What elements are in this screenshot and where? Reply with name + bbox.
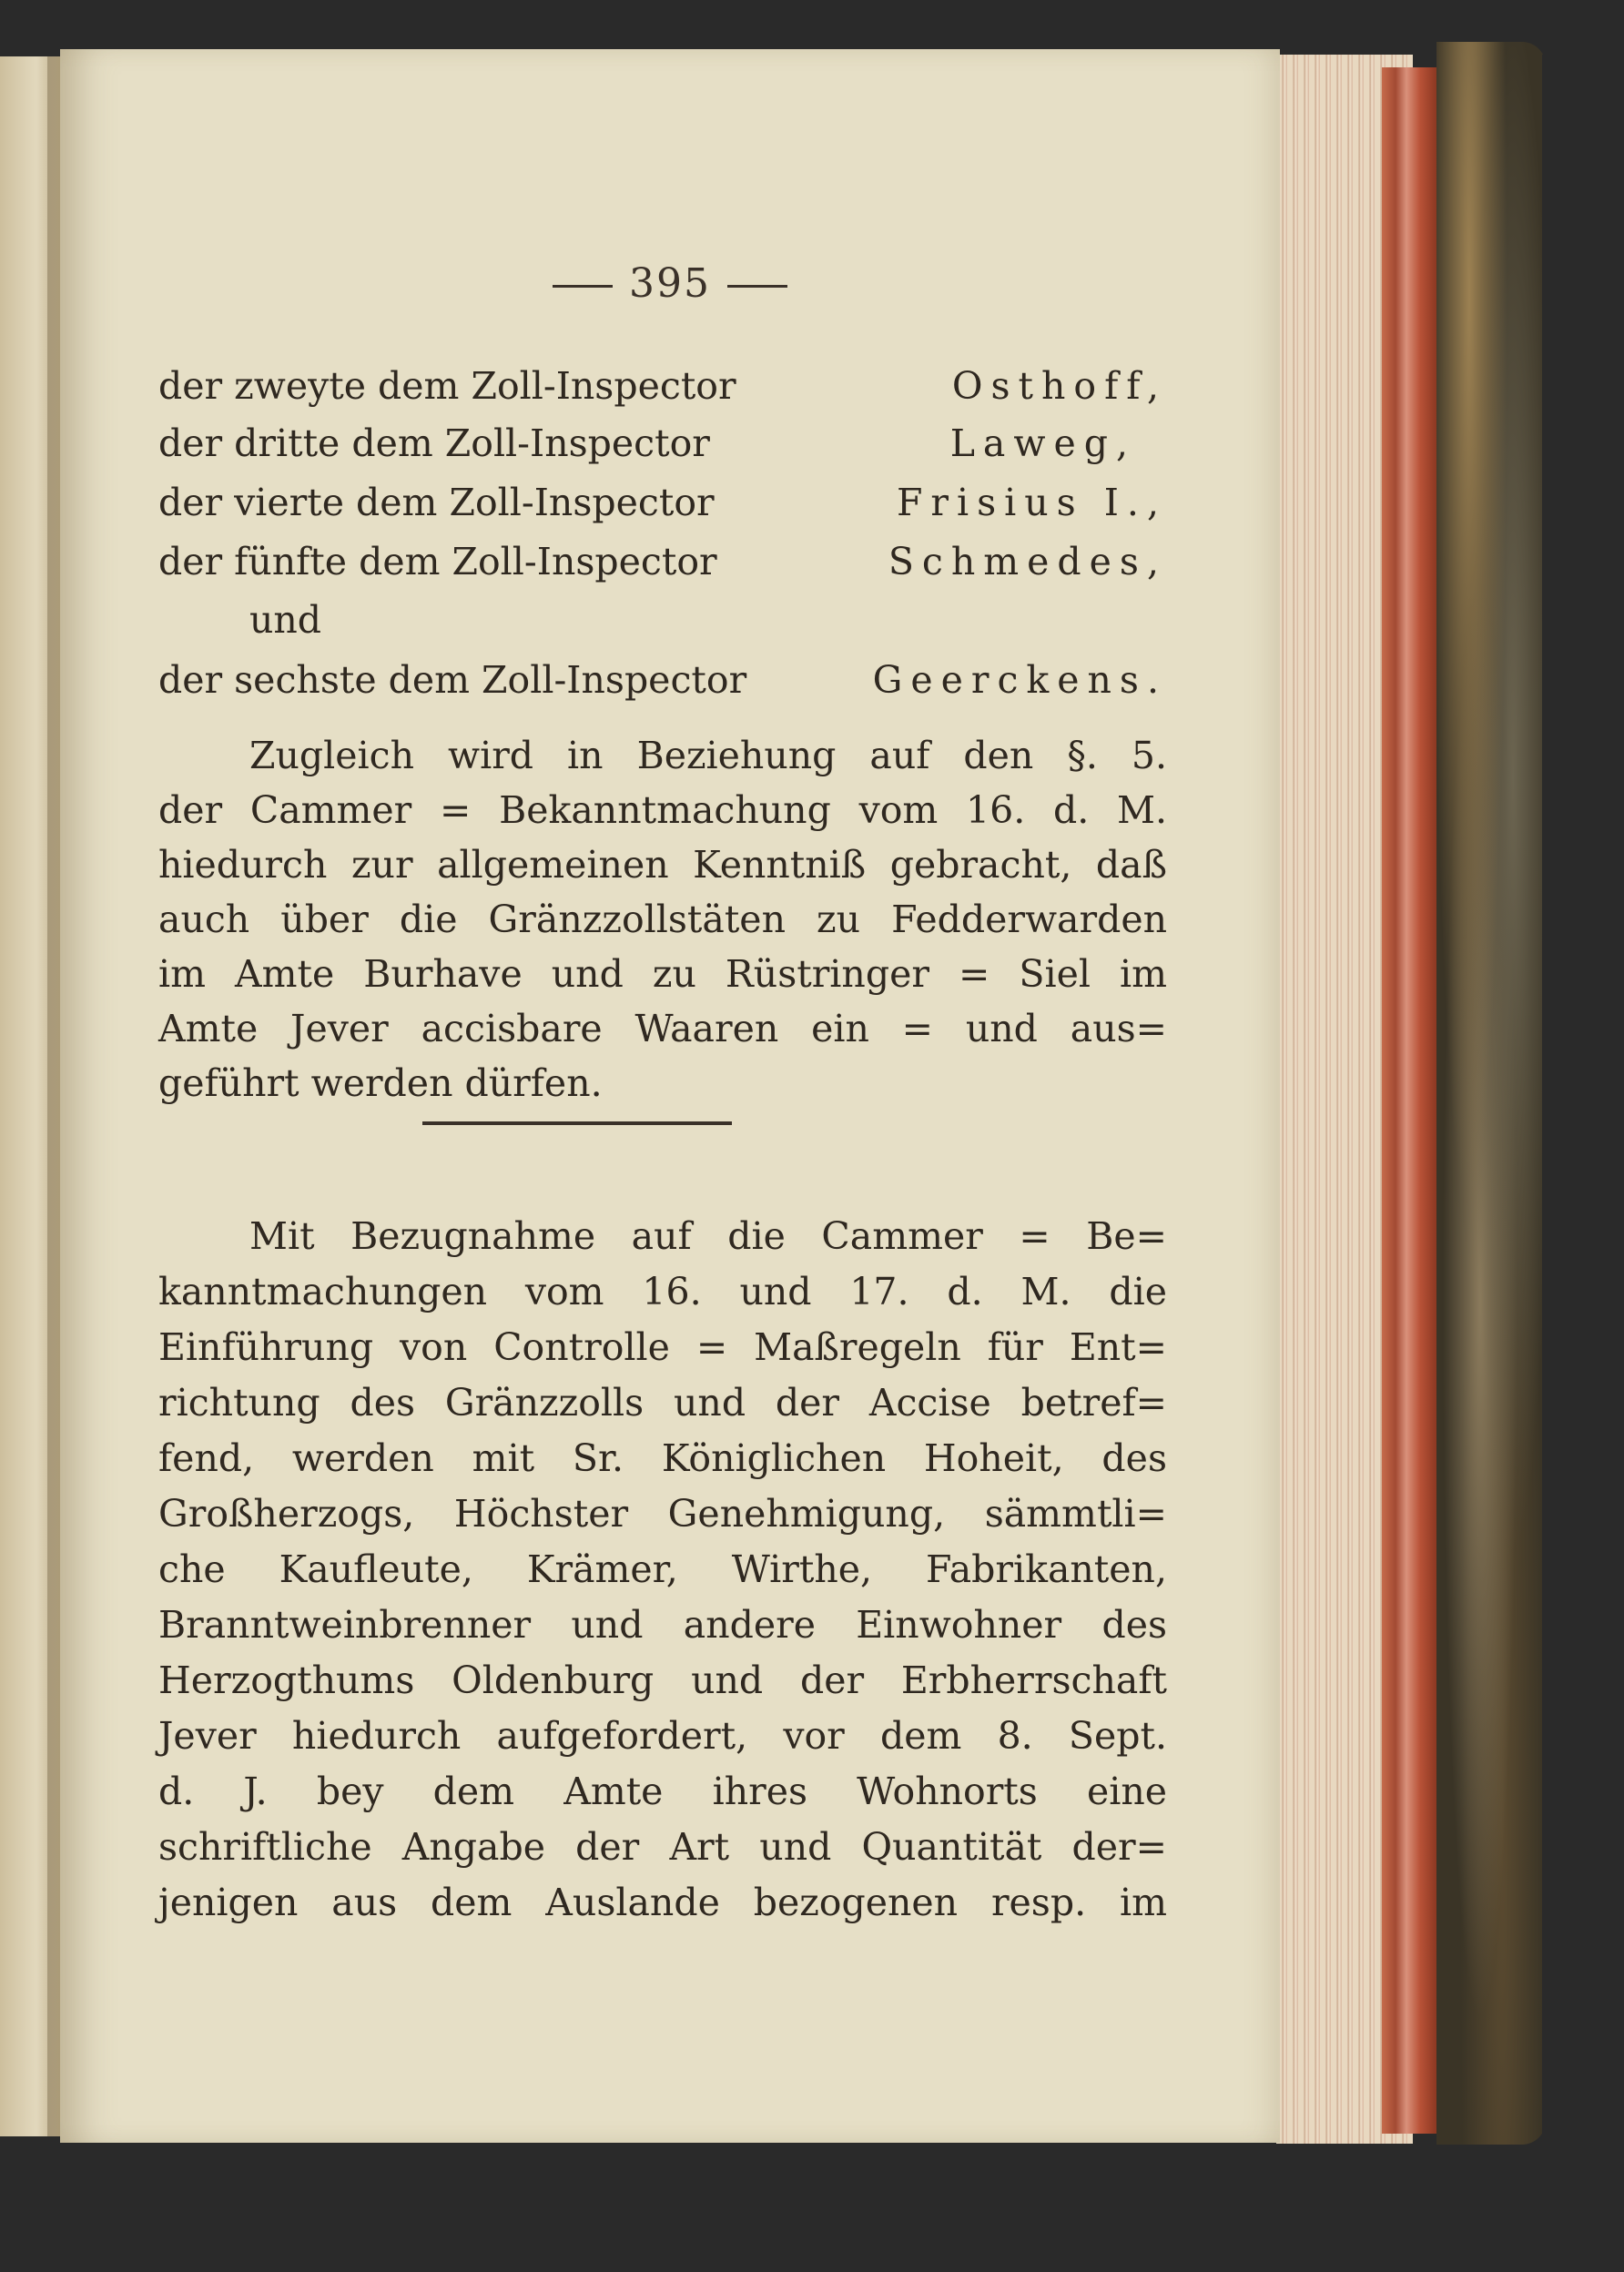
page-header bbox=[60, 260, 1280, 307]
inspector-name: Schmedes, bbox=[888, 540, 1167, 583]
list-item bbox=[158, 653, 1167, 707]
paragraph-line: Großherzogs, Höchster Genehmigung, sämmtli= bbox=[158, 1492, 1167, 1536]
list-item bbox=[249, 593, 431, 647]
list-item bbox=[158, 416, 1167, 471]
paragraph-line: schriftliche Angabe der Art und Quantität der= bbox=[158, 1825, 1167, 1869]
list-item bbox=[158, 534, 1167, 589]
paragraph-line: Amte Jever accisbare Waaren ein = und aus= bbox=[158, 1007, 1167, 1050]
paragraph-line: im Amte Burhave und zu Rüstringer = Siel im bbox=[158, 952, 1167, 996]
paragraph-line: der Cammer = Bekanntmachung vom 16. d. M. bbox=[158, 788, 1167, 832]
paragraph-line: che Kaufleute, Krämer, Wirthe, Fabrikanten, bbox=[158, 1547, 1167, 1591]
paragraph-line: jenigen aus dem Auslande bezogenen resp. im bbox=[158, 1881, 1167, 1924]
paragraph-line: Jever hiedurch aufgefordert, vor dem 8. Sept. bbox=[158, 1714, 1167, 1758]
page-number: 395 bbox=[629, 260, 711, 307]
paragraph-line: Zugleich wird in Beziehung auf den §. 5. bbox=[249, 734, 1167, 777]
inspector-name: Geerckens. bbox=[872, 658, 1167, 702]
paragraph-line: fend, werden mit Sr. Königlichen Hoheit, des bbox=[158, 1436, 1167, 1480]
paragraph-line: d. J. bey dem Amte ihres Wohnorts eine bbox=[158, 1770, 1167, 1813]
list-item-lead: der sechste dem Zoll-Inspector bbox=[158, 658, 747, 702]
background-shadow bbox=[1542, 55, 1624, 2272]
list-item-lead: und bbox=[249, 598, 322, 642]
section-divider bbox=[422, 1121, 732, 1125]
red-book-edge bbox=[1382, 67, 1436, 2134]
paragraph-line: richtung des Gränzzolls und der Accise betref= bbox=[158, 1381, 1167, 1425]
header-dash-left bbox=[553, 285, 613, 288]
list-item-lead: der fünfte dem Zoll-Inspector bbox=[158, 540, 717, 583]
paragraph-line: Mit Bezugnahme auf die Cammer = Be= bbox=[249, 1214, 1167, 1258]
paragraph-line: Branntweinbrenner und andere Einwohner des bbox=[158, 1603, 1167, 1647]
book-page bbox=[60, 49, 1280, 2143]
list-item bbox=[158, 359, 1167, 413]
paragraph-line: hiedurch zur allgemeinen Kenntniß gebracht, daß bbox=[158, 843, 1167, 887]
paragraph-line: Einführung von Controlle = Maßregeln für Ent= bbox=[158, 1325, 1167, 1369]
inspector-name: Osthoff, bbox=[951, 364, 1167, 408]
paragraph-line: auch über die Gränzzollstäten zu Fedderwarden bbox=[158, 898, 1167, 941]
list-item-lead: der vierte dem Zoll-Inspector bbox=[158, 481, 715, 524]
paragraph-line: kanntmachungen vom 16. und 17. d. M. die bbox=[158, 1270, 1167, 1314]
list-item-lead: der dritte dem Zoll-Inspector bbox=[158, 421, 710, 465]
list-item bbox=[158, 475, 1167, 530]
header-dash-right bbox=[727, 285, 787, 288]
inspector-name: Laweg, bbox=[949, 421, 1136, 465]
paragraph-line: Herzogthums Oldenburg und der Erbherrschaft bbox=[158, 1658, 1167, 1702]
list-item-lead: der zweyte dem Zoll-Inspector bbox=[158, 364, 736, 408]
inspector-name: Frisius I., bbox=[896, 481, 1167, 524]
marbled-cover bbox=[1436, 42, 1546, 2145]
paragraph-line: geführt werden dürfen. bbox=[158, 1061, 603, 1105]
